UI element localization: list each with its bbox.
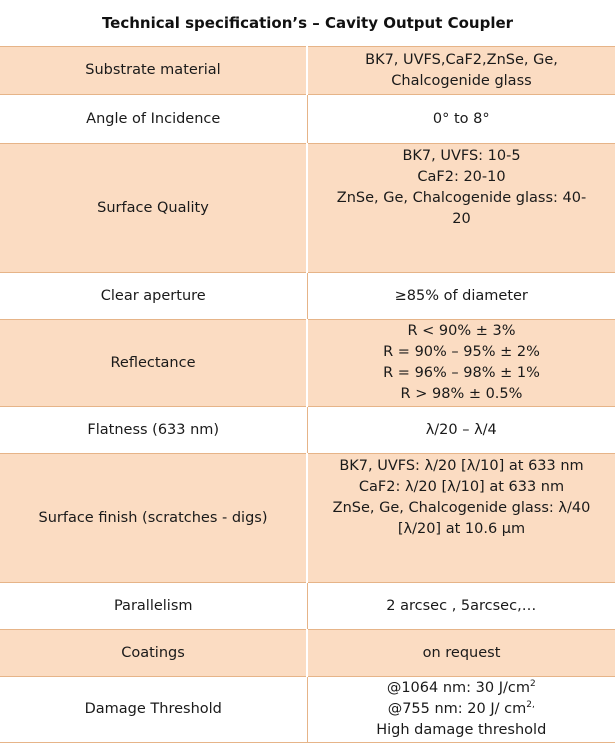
value-line [314,699,610,720]
page-title: Technical specification’s – Cavity Output Coupler [101,14,514,32]
row-label: Coatings [0,630,307,677]
row-label: Flatness (633 nm) [0,407,307,454]
row-label: Parallelism [0,583,307,630]
superscript: 2 [529,679,536,690]
row-label: Angle of Incidence [0,95,307,144]
row-value [307,47,615,95]
value-line: 2 arcsec , 5arcsec,… [386,597,537,614]
value-line: 0° to 8° [432,110,490,127]
table-row [0,95,615,144]
table-row [0,273,615,320]
row-label: Surface Quality [0,144,307,273]
table-row [0,583,615,630]
value-line: High damage threshold [376,722,547,738]
table-row [0,454,615,583]
row-value [307,407,615,454]
value-line: Chalcogenide glass [391,72,532,89]
row-value [307,630,615,677]
value-line: on request [422,644,501,661]
row-label: Surface finish (scratches - digs) [0,454,307,583]
table-row [0,144,615,273]
value-line: BK7, UVFS,CaF2,ZnSe, Ge, [365,51,558,68]
value-line: CaF2: λ/20 [λ/10] at 633 nm [358,479,565,495]
value-line: 20 [452,211,471,227]
row-label: Clear aperture [0,273,307,320]
row-label: Damage Threshold [0,677,307,743]
value-line: R < 90% ± 3% [407,323,516,339]
table-row [0,320,615,407]
value-line: [λ/20] at 10.6 µm [397,521,526,537]
row-value [307,677,615,743]
value-line: ≥85% of diameter [394,287,528,304]
row-value [307,95,615,144]
value-text: @755 nm: 20 J/ cm [387,701,527,717]
row-value [307,583,615,630]
table-row [0,407,615,454]
table-row [0,47,615,95]
row-label: Reflectance [0,320,307,407]
value-line: R = 90% – 95% ± 2% [383,344,540,360]
spec-table [0,46,615,743]
value-line: R > 98% ± 0.5% [400,386,523,402]
row-label: Substrate material [0,47,307,95]
value-line: BK7, UVFS: λ/20 [λ/10] at 633 nm [339,458,584,474]
table-row [0,630,615,677]
value-line: R = 96% – 98% ± 1% [383,365,540,381]
value-line [314,678,610,699]
row-value [307,144,615,273]
value-line: ZnSe, Ge, Chalcogenide glass: λ/40 [332,500,591,516]
superscript: 2, [526,700,535,711]
value-line: ZnSe, Ge, Chalcogenide glass: 40- [336,190,587,206]
value-line: CaF2: 20-10 [417,169,506,185]
row-value [307,320,615,407]
value-line: λ/20 – λ/4 [425,421,497,438]
row-value [307,273,615,320]
value-text: @1064 nm: 30 J/cm [386,680,530,696]
table-row [0,677,615,743]
row-value [307,454,615,583]
value-line: BK7, UVFS: 10-5 [402,148,521,164]
